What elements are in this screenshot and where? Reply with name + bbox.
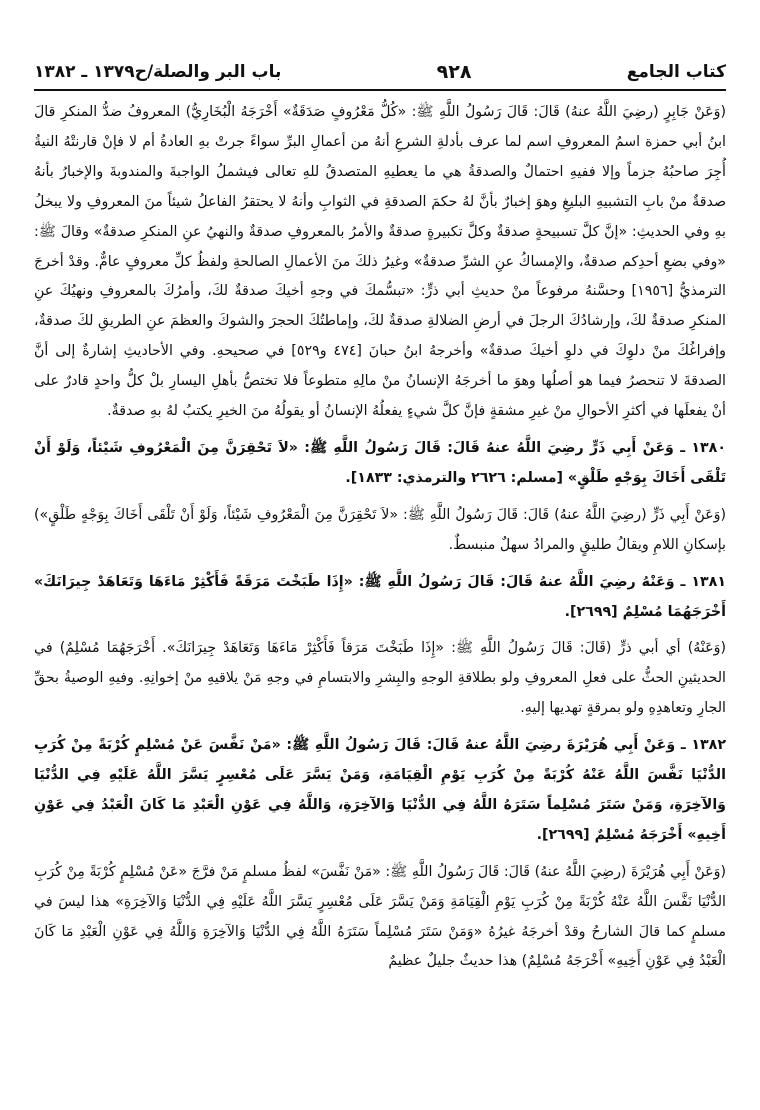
commentary-paragraph: (وَعَنْهُ) أي أبي ذرٍّ (قَالَ: قَالَ رَسُولُ اللَّهِ ﷺ: «إِذَا طَبَخْتَ مَرَقاً فَأَكْثِرْ مَاءَهَا وَتَعَاهَدْ جِيرَانَكَ». أَخْرَجَهُمَا مُسْلِمٌ) في الحديثينِ الحثُّ على فعلِ المعروفِ ولو بطلاقةِ الوجهِ والبِشرِ والابتسامِ في وجهِ مَنْ يلاقيهِ منْ إخوانِهِ. وفيهِ الوصيةُ بحقِّ الجارِ وتعاهدِهِ ولو بمرقةٍ تهديها إليهِ. (34, 640, 726, 717)
commentary-paragraph: (وَعَنْ أَبِي هُرَيْرَةَ (رضِيَ اللَّهُ عنهُ) قَالَ: قَالَ رَسُولُ اللَّهِ ﷺ: «مَنْ نَفَّسَ» لفظُ مسلمٍ مَنْ فرَّجَ «عَنْ مُسْلِمٍ كُرْبَةً مِنْ كُرَبِ الدُّنْيَا نَفَّسَ اللَّهُ عَنْهُ كُرْبَةً مِنْ كُرَبِ يَوْمِ الْقِيَامَةِ وَمَنْ يَسَّرَ عَلَى مُعْسِرٍ يَسَّرَ اللَّهُ عَلَيْهِ فِي الدُّنْيَا وَالآخِرَةِ» هذا ليسَ في مسلمٍ كما قالَ الشارحُ وقدْ أخرجَهُ غيرُهُ «وَمَنْ سَتَرَ مُسْلِماً سَتَرَهُ اللَّهُ فِي الدُّنْيَا وَالآخِرَةِ وَاللَّهُ فِي عَوْنِ الْعَبْدِ مَا كَانَ الْعَبْدُ فِي عَوْنِ أَخِيهِ» أَخْرَجَهُ مُسْلِمٌ) هذا حديثٌ جليلٌ عظيمٌ (34, 863, 726, 970)
page-header (34, 58, 726, 86)
commentary-paragraph: (وَعَنْ جَابِرٍ (رضِيَ اللَّهُ عنهُ) قَالَ: قَالَ رَسُولُ اللَّهِ ﷺ: «كُلُّ مَعْرُوفٍ صَدَقَةٌ» أَخْرَجَهُ الْبُخَارِيُّ) المعروفُ ضدُّ المنكرِ قالَ ابنُ أبي حمزة اسمُ المعروفِ اسم لما عرف بأدلةِ الشرعِ أنهُ من أعمالِ البرِّ سواءً جرتْ بهِ العادةُ أم لا فإنْ قارنتْهُ النيةُ أُجِرَ صاحبُهُ جزماً وإلا ففيهِ احتمالٌ والصدقةُ هي ما يعطيهِ المتصدقُ للهِ تعالى فيشملُ الواجبةَ والمندوبةَ والإخبارُ بأنهُ صدقةٌ منْ بابِ التشبيهِ البليغِ وهوَ إخبارٌ بأنَّ لهُ حكمَ الصدقةِ في الثوابِ وأنهُ لا يحتقرُ الفاعلُ شيئاً منَ المعروفِ ولا يبخلُ بهِ وفي الحديثِ: «إنَّ كلَّ تسبيحةٍ صدقةٌ وكلَّ تكبيرةٍ صدقةٌ والأمرُ بالمعروفِ صدقةٌ والنهيُ عنِ المنكرِ صدقةٌ» وقالَ ﷺ: «وفي بضعِ أحدِكم صدقةٌ، والإمساكُ عنِ الشرِّ صدقةٌ» وغيرُ ذلكَ منَ الأعمالِ الصالحةِ ولفظُ كلِّ معروفٍ عامٌّ. وقدْ أخرجَ الترمذيُّ [١٩٥٦] وحسَّنهُ مرفوعاً منْ حديثِ أبي ذرٍّ: «تبسُّمكَ في وجهِ أخيكَ صدقةٌ لكَ، وأمرُكَ بالمعروفِ ونهيُكَ عنِ المنكرِ صدقةٌ لكَ، وإرشادُكَ الرجلَ في أرضِ الضلالةِ صدقةٌ لكَ، وإماطتُكَ الحجرَ والشوكَ والعظمَ عنِ الطريقِ لكَ صدقةٌ، وإفراغُكَ منْ دلوِكَ في دلوِ أخيكَ صدقةٌ» وأخرجهُ ابنُ حبانَ [٤٧٤ و٥٢٩] في صحيحهِ. وفي الأحاديثِ إشارةٌ إلى أنَّ الصدقةَ لا تنحصرُ فيما هو أصلُها وهوَ ما أخرجَهُ الإنسانُ منْ مالِهِ متطوعاً فلا تختصُّ بأهلِ اليسارِ بلْ كلُّ واحدٍ قادرٌ على أنْ يفعلَها في أكثرِ الأحوالِ منْ غيرِ مشقةٍ فإنَّ كلَّ شيءٍ يفعلُهُ الإنسانُ أو يقولُهُ منَ الخيرِ يكتبُ لهُ بهِ صدقةٌ. (34, 104, 726, 420)
hadith-text: ١٣٨٠ ـ وَعَنْ أَبِي ذَرٍّ رضِيَ اللَّهُ عنهُ قَالَ: قَالَ رَسُولُ اللَّهِ ﷺ: «لاَ تَحْقِرَنَّ مِنَ الْمَعْرُوفِ شَيْئاً، وَلَوْ أَنْ تَلْقَى أَخَاكَ بِوَجْهٍ طَلْقٍ» [مسلم: ٢٦٢٦ والترمذي: ١٨٣٣]. (34, 439, 726, 486)
hadith-text: ١٣٨١ ـ وَعَنْهُ رضِيَ اللَّهُ عنهُ قَالَ: قَالَ رَسُولُ اللَّهِ ﷺ: «إِذَا طَبَخْتَ مَرَقَةً فَأَكْثِرْ مَاءَهَا وَتَعَاهَدْ جِيرَانَكَ» أَخْرَجَهُمَا مُسْلِمٌ [٢٦٩٩]. (34, 573, 726, 620)
commentary-paragraph: (وَعَنْ أَبِي ذَرٍّ (رضِيَ اللَّهُ عنهُ) قَالَ: قَالَ رَسُولُ اللَّهِ ﷺ: «لاَ تَحْقِرَنَّ مِنَ الْمَعْرُوفِ شَيْئاً، وَلَوْ أَنْ تَلْقَى أَخَاكَ بِوَجْهٍ طَلْقٍ») بإسكانِ اللامِ ويقالُ طليقٍ والمرادُ سهلٌ منبسطٌ. (34, 506, 726, 553)
hadith-text: ١٣٨٢ ـ وَعَنْ أَبِي هُرَيْرَةَ رضِيَ اللَّهُ عنهُ قَالَ: قَالَ رَسُولُ اللَّهِ ﷺ: «مَنْ نَفَّسَ عَنْ مُسْلِمٍ كُرْبَةً مِنْ كُرَبِ الدُّنْيَا نَفَّسَ اللَّهُ عَنْهُ كُرْبَةً مِنْ كُرَبِ يَوْمِ الْقِيَامَةِ، وَمَنْ يَسَّرَ عَلَى مُعْسِرٍ يَسَّرَ اللَّهُ عَلَيْهِ فِي الدُّنْيَا وَالآخِرَةِ، وَمَنْ سَتَرَ مُسْلِماً سَتَرَهُ اللَّهُ فِي الدُّنْيَا وَالآخِرَةِ، وَاللَّهُ فِي عَوْنِ الْعَبْدِ مَا كَانَ الْعَبْدُ فِي عَوْنِ أَخِيهِ» أَخْرَجَهُ مُسْلِمٌ [٢٦٩٩]. (34, 737, 726, 843)
book-title: كتاب الجامع (626, 62, 726, 82)
chapter-title: باب البر والصلة/ح١٣٧٩ ـ ١٣٨٢ (34, 62, 282, 82)
page-number: ٩٢٨ (436, 61, 472, 83)
header-divider (34, 89, 726, 91)
page-body (34, 98, 726, 977)
